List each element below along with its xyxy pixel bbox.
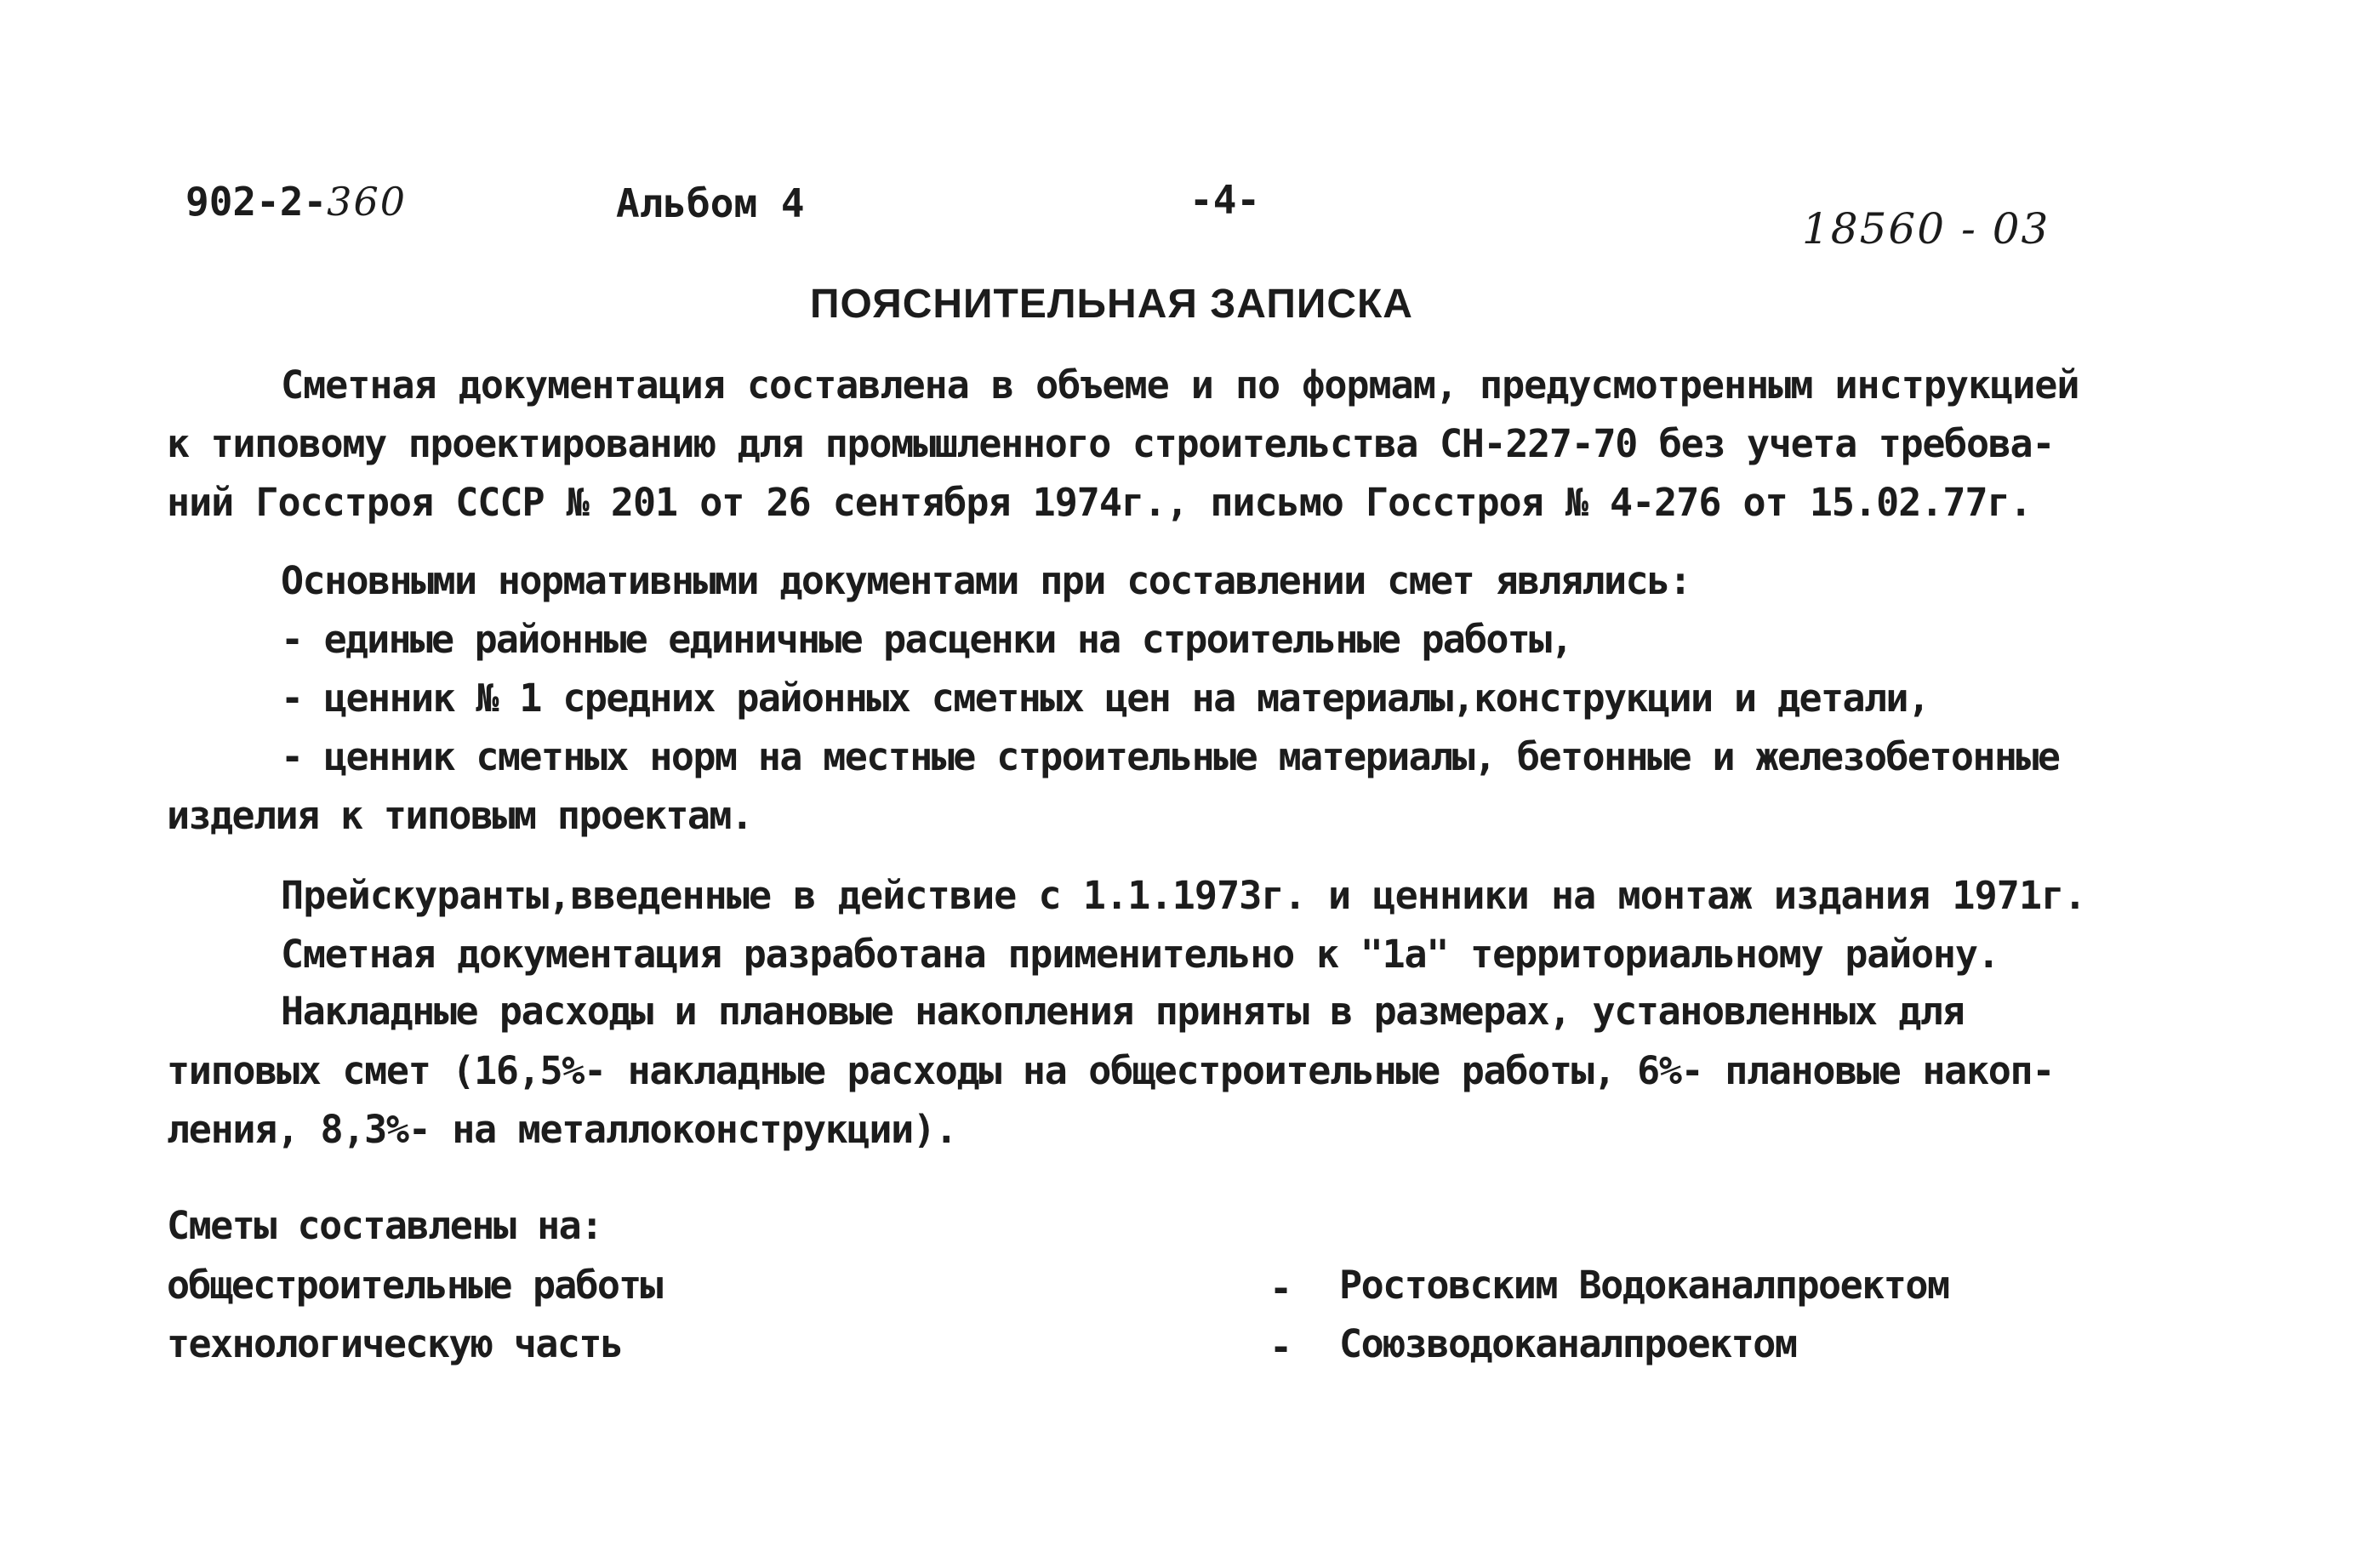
paragraph-2-line-2: - единые районные единичные расценки на строительные работы, bbox=[281, 617, 1572, 662]
estimate-row-1-work: общестроительные работы bbox=[167, 1263, 662, 1308]
paragraph-1-line-3: ний Госстроя СССР № 201 от 26 сентября 1974г., письмо Госстроя № 4-276 от 15.02.77г. bbox=[167, 480, 2032, 525]
paragraph-2-line-5: изделия к типовым проектам. bbox=[167, 793, 753, 838]
estimate-row-1-dash: - bbox=[1269, 1266, 1293, 1311]
doc-code-printed: 902-2- bbox=[185, 179, 328, 225]
page-number: -4- bbox=[1189, 177, 1261, 223]
estimates-heading: Сметы составлены на: bbox=[167, 1203, 602, 1248]
paragraph-3-line-3: Накладные расходы и плановые накопления приняты в размерах, установленных для bbox=[281, 989, 1965, 1034]
page-title: ПОЯСНИТЕЛЬНАЯ ЗАПИСКА bbox=[810, 282, 1413, 327]
paragraph-3-line-4: типовых смет (16,5%- накладные расходы на общестроительные работы, 6%- плановые накоп- bbox=[167, 1048, 2055, 1093]
paragraph-3-line-2: Сметная документация разработана применительно к "1а" территориальному району. bbox=[281, 932, 1999, 977]
paragraph-2-line-1: Основными нормативными документами при составлении смет являлись: bbox=[281, 558, 1691, 603]
estimate-row-2-work: технологическую часть bbox=[167, 1321, 623, 1366]
doc-code bbox=[185, 179, 407, 225]
paragraph-1-line-1: Сметная документация составлена в объеме и по формам, предусмотренным инструкцией bbox=[281, 362, 2079, 408]
paragraph-3-line-1: Прейскуранты,введенные в действие с 1.1.1973г. и ценники на монтаж издания 1971г. bbox=[281, 873, 2086, 918]
album-label: Альбом 4 bbox=[616, 180, 805, 226]
doc-code-handwritten: 360 bbox=[327, 179, 407, 225]
estimate-row-1-org: Ростовским Водоканалпроектом bbox=[1339, 1263, 1949, 1308]
estimate-row-2-dash: - bbox=[1269, 1325, 1293, 1370]
paragraph-1-line-2: к типовому проектированию для промышленного строительства СН-227-70 без учета требова- bbox=[167, 421, 2055, 466]
estimate-row-2-org: Союзводоканалпроектом bbox=[1339, 1321, 1797, 1366]
paragraph-3-line-5: ления, 8,3%- на металлоконструкции). bbox=[167, 1107, 957, 1152]
paragraph-2-line-4: - ценник сметных норм на местные строительные материалы, бетонные и железобетонные bbox=[281, 734, 2060, 779]
paragraph-2-line-3: - ценник № 1 средних районных сметных цен на материалы,конструкции и детали, bbox=[281, 676, 1930, 721]
archive-number: 18560 - 03 bbox=[1802, 204, 2050, 254]
